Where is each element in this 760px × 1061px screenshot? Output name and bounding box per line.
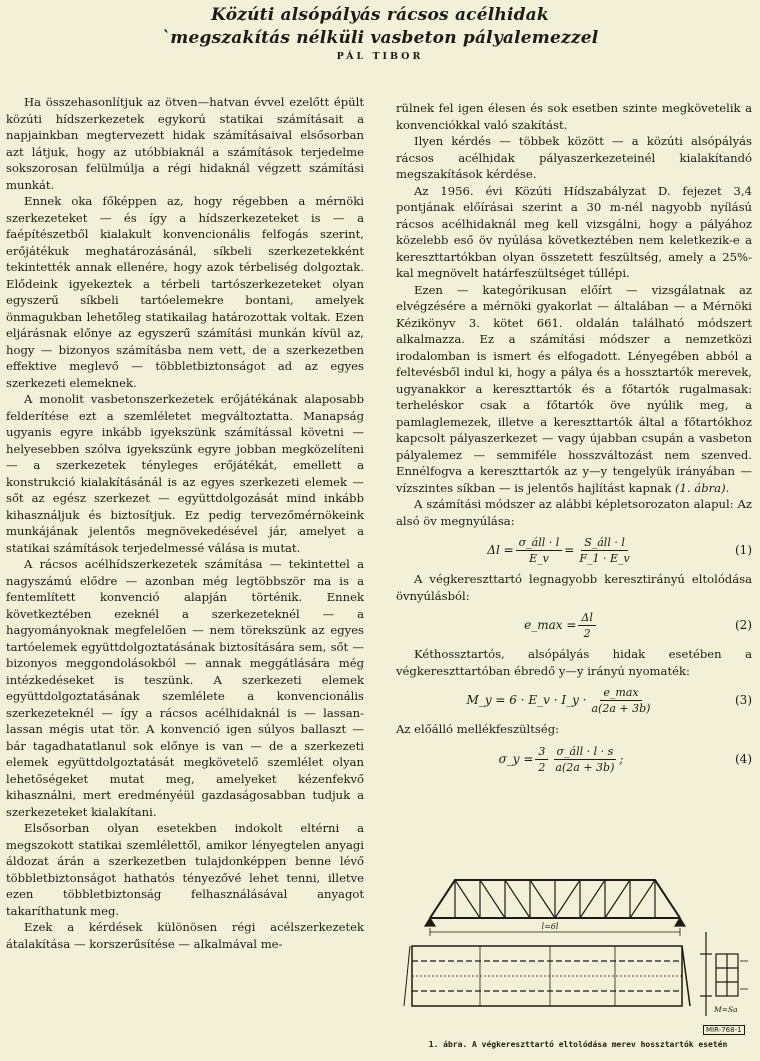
section-label: M=Sa	[714, 1005, 738, 1014]
numerator: σ_áll · l · s	[554, 745, 617, 760]
paragraph-text: Ezen — kategórikusan előírt — vizsgálatnak az elvégzésére a mérnöki gyakorlat — általában — a Mérnöki Kézikönyv 3. kötet 661. oldalán található módszert alkalmazza. Ez a számítási módszer a nemzetközi irodalomban is ismert és elfogadott. Lényegében abból a feltevésből indul ki, hogy a pálya és a hossztartók merevek, ugyanakkor a kereszttartók és a főtartók rugalmasak: terheléskor csak a főtartók öve nyúlik meg, a pamlaglemezek, illetve a kereszttartók által a főtartókhoz kapcsolt pályaszerkezet — vagy újabban csupán a vasbeton pályalemez — semmiféle hosszváltozást nem szenved. Ennélfogva a kereszttartók az y—y tengelyük irányában — vízszintes síkban — is jelentős hajlítást kapnak	[396, 282, 752, 495]
paragraph: A számítási módszer az alábbi képletsorozaton alapul: Az alsó öv megnyúlása:	[396, 497, 752, 528]
fraction	[552, 745, 617, 774]
equation-1	[396, 536, 752, 565]
numerator: σ_áll · l	[516, 536, 563, 551]
fraction	[516, 536, 563, 565]
figure-reference: (1. ábra).	[675, 480, 730, 495]
eq-lhs: M_y = 6 · E_v · I_y ·	[466, 693, 587, 708]
fraction	[576, 536, 632, 565]
fraction	[589, 686, 654, 715]
equation-4	[396, 745, 752, 774]
paragraph: A végkereszttartó legnagyobb keresztirányú eltolódása övnyúlásból:	[396, 572, 752, 603]
numerator: 3	[535, 745, 548, 760]
equation-number: (1)	[735, 543, 752, 558]
eq-lhs: σ_y =	[498, 751, 534, 766]
paragraph: Az 1956. évi Közúti Hídszabályzat D. fejezet 3,4 pontjának előírásai szerint a 30 m-nél nagyobb nyílású rácsos acélhidaknál meg kell vizsgálni, hogy a pályához közelebb eső öv nyúlása következtében nem keletkezik-e a kereszttartókban olyan összetett feszültség, amely a 25%-kal megnövelt határfeszültséget túllépi.	[396, 183, 752, 280]
denominator: a(2a + 3b)	[555, 760, 615, 774]
span-label: l=6l	[541, 922, 559, 931]
denominator: 2	[538, 760, 546, 774]
equation-2	[396, 611, 752, 640]
denominator: E_v	[529, 552, 549, 565]
paragraph: A monolit vasbetonszerkezetek erőjátékának alaposabb felderítése ezt a szemléletet megváltoztatta. Manapság ugyanis egyre inkább igyekszünk számítással követni — helyesebben szólva igyekszünk egyre jobban megközelíteni — a szerkezetek tényleges erőjátékát, emellett a konstrukció kialakításánál is az egyes szerkezeti elemek — sőt az egész szerkezet — együttdolgozását mind inkább kihasználjuk és biztosítjuk. Ez pedig tervezőmérnökeink munkájának jelentős megnövekedésével jár, amelyet a statikai számítások terjedelmessé válása is mutat.	[6, 392, 364, 555]
numerator: S_áll · l	[581, 536, 628, 551]
equation-number: (2)	[735, 618, 752, 633]
cross-section	[700, 932, 748, 1016]
truss-elevation	[425, 880, 685, 926]
figure-stamp: MIR-768-1	[703, 1025, 745, 1035]
right-column	[396, 100, 752, 780]
paragraph: Az előálló mellékfeszültség:	[396, 722, 560, 736]
denominator: a(2a + 3b)	[591, 702, 651, 715]
eq-lhs: Δl =	[487, 543, 514, 558]
numerator: Δl	[578, 611, 595, 626]
eq-tail: ;	[619, 751, 624, 766]
figure-caption: 1. ábra. A végkereszttartó eltolódása merev hossztartók esetén	[428, 1040, 728, 1049]
deck-plan	[404, 946, 690, 1006]
eq-lhs: e_max =	[524, 618, 577, 633]
fraction	[578, 611, 595, 640]
denominator: F_1 · E_v	[579, 552, 630, 565]
paragraph: Ezek a kérdések különösen régi acélszerkezetek átalakítása — korszerűsítése — alkalmával me-	[6, 920, 364, 951]
numerator: e_max	[600, 686, 641, 701]
title-line-2: `megszakítás nélküli vasbeton pályalemezzel	[161, 28, 599, 48]
left-column	[6, 94, 364, 952]
paragraph	[396, 282, 752, 497]
title-line-1: Közúti alsópályás rácsos acélhidak	[211, 5, 549, 25]
paragraph: rülnek fel igen élesen és sok esetben szinte megkövetelik a konvenciókkal való szakítást.	[396, 101, 752, 132]
paragraph: Kéthossztartós, alsópályás hidak esetében a végkereszttartóban ébredő y—y irányú nyomaték:	[396, 647, 752, 678]
paragraph: A rácsos acélhídszerkezetek számítása — tekintettel a nagyszámú elődre — azonban még legtöbbször ma is a fentemlített konvenció alapján történik. Ennek következtében ezeknél a szerkezeteknél — a hagyományoknak megfelelően — nem törekszünk az egyes tartóelemek együttdolgoztatásának biztosítására sem, sőt — bizonyos meggondolásokból — annak meggátlására még intézkedéseket is teszünk. A szerkezeti elemek együttdolgoztatásának szemlélete a konvencionális szerkezeteknél — így a rácsos acélhidaknál is — lassan-lassan mégis utat tör. A konvenció igen súlyos ballaszt — bár tagadhatatlanul sok előnye is van — de a szerkezeti elemek együttdolgoztatását megkövetelő szemlélet olyan lehetőségeket mutat meg, amelyeket kézenfekvő kihasználni, mert eredményéül gazdaságosabban tudjuk a szerkezeteket kialakítani.	[6, 557, 364, 819]
equation-number: (4)	[735, 751, 752, 766]
equation-number: (3)	[735, 693, 752, 708]
paragraph: Ilyen kérdés — többek között — a közúti alsópályás rácsos acélhidak pályaszerkezeteinél kialakítandó megszakítások kérdése.	[396, 134, 752, 181]
truss-figure	[400, 866, 756, 1036]
denominator: 2	[583, 627, 591, 640]
author: PÁL TIBOR	[336, 51, 424, 62]
paragraph: Ha összehasonlítjuk az ötven—hatvan évvel ezelőtt épült közúti hídszerkezetek egykorú statikai számításait a napjainkban megtervezett hidak számításaival elsősorban azt látjuk, hogy az utóbbiaknál a számítások terjedelme sokszorosan felülmúlja a régi hidaknál végzett számítási munkát.	[6, 95, 364, 192]
equation-3	[396, 686, 752, 715]
paragraph: Elsősorban olyan esetekben indokolt eltérni a megszokott statikai szemlélettől, amikor lényegtelen anyagi áldozat árán a szerkezetben tulajdonképpen benne lévő többletbiztonságot hathatós tényezővé lehet tenni, illetve ezen többletbiztonság felhasználásával anyagot takaríthatunk meg.	[6, 821, 364, 918]
paragraph: Ennek oka főképpen az, hogy régebben a mérnöki szerkezeteket — és így a hídszerkezeteket is — a faépítészetből kialakult konvencionális felfogás szerint, erőjátékuk meghatározásánál, síkbeli szerkezetekként tekintették annak ellenére, hogy azok térbeliség dolgoztak. Elődeink igyekeztek a térbeli tartószerkezeteket olyan egyszerű síkbeli tartóelemekre bontani, amelyek önmagukban lehetőleg statikailag határozottak voltak. Ezen eljárásnak előnye az egyszerű számítási munkán kívül az, hogy — bizonyos számításba nem vett, de a szerkezetben effektive meglevő — többletbiztonságot ad az egyes szerkezeti elemeknek.	[6, 194, 364, 390]
eq-equals: =	[564, 543, 575, 558]
fraction	[535, 745, 548, 774]
